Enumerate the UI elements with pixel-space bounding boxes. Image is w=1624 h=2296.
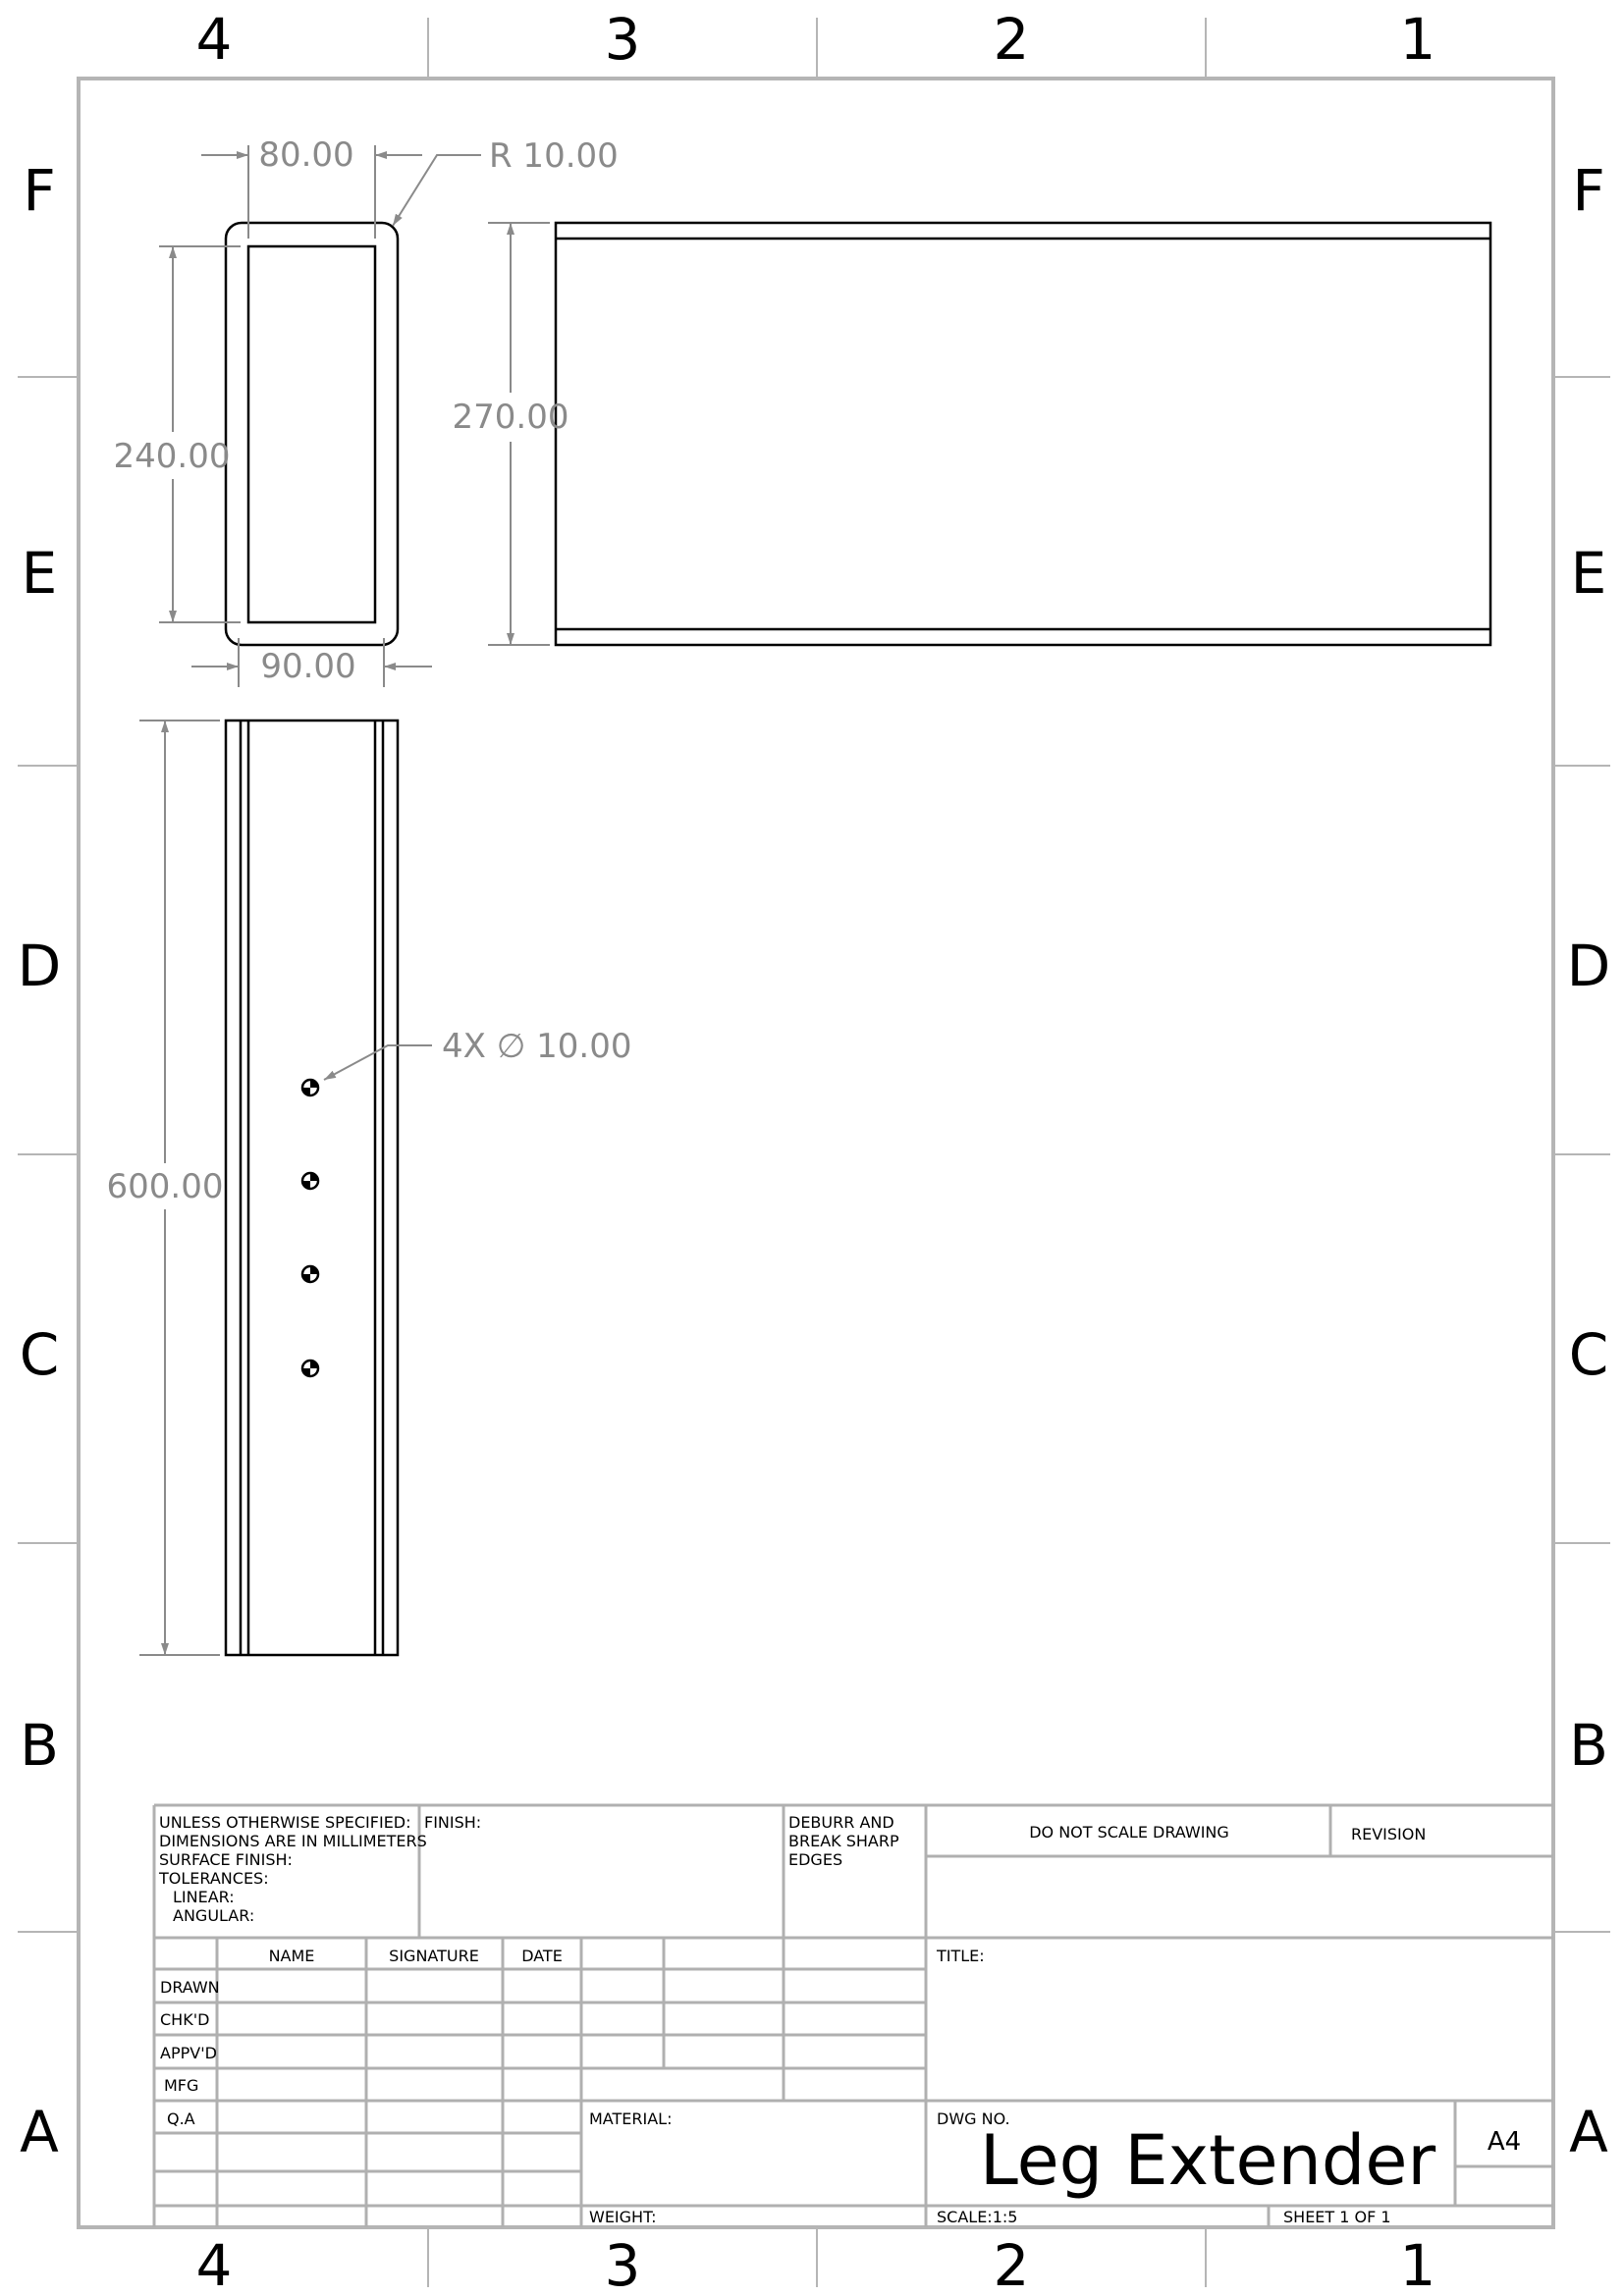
- hole-2: [302, 1173, 318, 1189]
- front-view: [226, 223, 398, 645]
- tube-outer-profile: [226, 223, 398, 645]
- side-view-outline: [556, 223, 1490, 645]
- hole-4: [302, 1361, 318, 1376]
- weight-label: WEIGHT:: [589, 2208, 657, 2226]
- zone-col-top-1: 1: [1399, 6, 1436, 73]
- zone-row-right-e: E: [1570, 540, 1607, 607]
- side-view: [556, 223, 1490, 645]
- zone-row-left-f: F: [23, 157, 56, 224]
- col-header-date: DATE: [521, 1947, 563, 1965]
- note-line-4: TOLERANCES:: [159, 1869, 269, 1888]
- zone-col-top-3: 3: [604, 6, 641, 73]
- dim-length: 600.00: [106, 1167, 224, 1206]
- front-view-dimensions: [159, 145, 481, 687]
- row-qa: Q.A: [167, 2109, 195, 2128]
- sheet-number: SHEET 1 OF 1: [1283, 2208, 1391, 2226]
- col-header-name: NAME: [268, 1947, 315, 1965]
- zone-row-right-b: B: [1569, 1712, 1608, 1779]
- zone-row-left-c: C: [19, 1321, 60, 1388]
- zone-col-top-2: 2: [993, 6, 1030, 73]
- zone-col-bottom-3: 3: [604, 2232, 641, 2296]
- row-approved: APPV'D: [160, 2044, 217, 2062]
- tube-inner-profile: [248, 246, 375, 622]
- zone-col-bottom-1: 1: [1399, 2232, 1436, 2296]
- deburr-line-2: BREAK SHARP: [788, 1832, 899, 1850]
- zone-row-right-c: C: [1568, 1321, 1609, 1388]
- zone-row-left-e: E: [21, 540, 58, 607]
- hole-1: [302, 1080, 318, 1095]
- drawing-border: [79, 79, 1553, 2227]
- zone-ticks: [18, 18, 1610, 2287]
- zone-row-right-d: D: [1566, 933, 1611, 999]
- note-line-5: LINEAR:: [173, 1888, 235, 1906]
- note-line-6: ANGULAR:: [173, 1906, 255, 1925]
- note-line-3: SURFACE FINISH:: [159, 1850, 293, 1869]
- dwg-no-label: DWG NO.: [937, 2109, 1010, 2128]
- zone-labels: [18, 6, 1611, 2296]
- dim-corner-radius: R 10.00: [489, 136, 619, 176]
- zone-col-top-4: 4: [195, 6, 233, 73]
- do-not-scale-label: DO NOT SCALE DRAWING: [1029, 1823, 1229, 1842]
- zone-row-left-d: D: [17, 933, 62, 999]
- dim-inner-width: 80.00: [258, 135, 354, 175]
- dim-outer-width: 90.00: [260, 647, 356, 686]
- row-checked: CHK'D: [160, 2010, 210, 2029]
- note-line-1: UNLESS OTHERWISE SPECIFIED:: [159, 1813, 411, 1832]
- dim-inner-height: 240.00: [113, 437, 231, 476]
- zone-row-left-b: B: [20, 1712, 59, 1779]
- scale-label: SCALE:1:5: [937, 2208, 1018, 2226]
- deburr-line-1: DEBURR AND: [788, 1813, 894, 1832]
- zone-col-bottom-2: 2: [993, 2232, 1030, 2296]
- finish-label: FINISH:: [424, 1813, 482, 1832]
- zone-row-right-f: F: [1572, 157, 1605, 224]
- note-line-2: DIMENSIONS ARE IN MILLIMETERS: [159, 1832, 427, 1850]
- zone-row-right-a: A: [1569, 2099, 1608, 2165]
- title-label: TITLE:: [937, 1947, 985, 1965]
- sheet-size: A4: [1487, 2127, 1522, 2157]
- row-mfg: MFG: [164, 2076, 199, 2095]
- hole-3: [302, 1266, 318, 1282]
- dim-side-height: 270.00: [452, 398, 569, 437]
- zone-row-left-a: A: [20, 2099, 59, 2165]
- material-label: MATERIAL:: [589, 2109, 673, 2128]
- revision-label: REVISION: [1351, 1825, 1427, 1843]
- zone-col-bottom-4: 4: [195, 2232, 233, 2296]
- deburr-line-3: EDGES: [788, 1850, 843, 1869]
- row-drawn: DRAWN: [160, 1978, 220, 1997]
- drawing-name: Leg Extender: [979, 2120, 1436, 2201]
- general-notes: [158, 1813, 427, 1925]
- dim-holes: 4X ∅ 10.00: [442, 1027, 632, 1066]
- hole-pattern: [302, 1080, 318, 1376]
- col-header-signature: SIGNATURE: [389, 1947, 479, 1965]
